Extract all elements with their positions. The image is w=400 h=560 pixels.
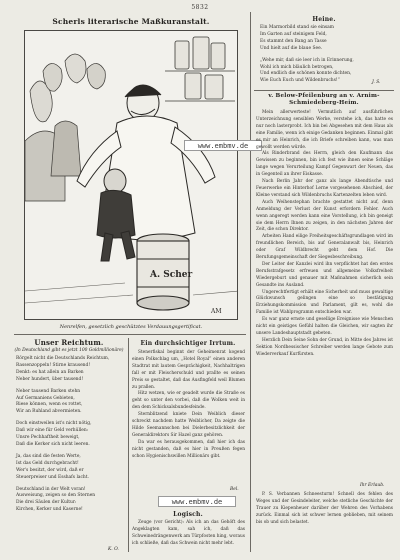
right-poem-signature: J. S.: [372, 80, 381, 85]
right-section-rule: [254, 90, 394, 91]
watermark: www.embmv.de: [158, 496, 236, 507]
poem-stanza: [16, 421, 124, 449]
poem-line: Im Garten auf steinigem Feld,: [260, 31, 327, 37]
short-body: [132, 520, 245, 548]
short-title: Logisch.: [173, 511, 203, 518]
poem-line: Die drei Säulen der Kultur:: [16, 500, 77, 506]
poem-stanza: [260, 58, 390, 86]
watermark: www.embmv.de: [184, 140, 262, 151]
postscript-paragraph: P. S. Verbannen Schneesturm! Schnell des fehlen des Weges und der Gesindeleiter, welche stetliche Geschichte der Trauer zu Kiepenheuer darüber der Wehren des Vorhabens zurück. Einmal sich ist schwer lernen geblieben, mit seinem bis ob und sich belastet.: [256, 492, 393, 525]
poem-line: Daß wir eine für Geld verhüllen:: [16, 428, 89, 434]
floor-hatching: [25, 283, 238, 303]
poem-line: Auf Germaniens Gebieten,: [16, 395, 75, 401]
right-article-signature: Ihr Erlaub.: [360, 483, 385, 488]
right-article-paragraph: Herzlich Dein Seine Sohn der Grund, in Mitte des Jahres ist Sektion Nordhessischer Schreiber werden lange Gebote zum Wiederverkauf Kurfürsten.: [256, 337, 393, 357]
poem-line: Neber tausend Barken stehn: [16, 388, 81, 394]
poem-title: Unser Reichtum.: [34, 338, 104, 347]
poem-line: Und hielt auf die blaue See.: [260, 45, 323, 51]
poem-stanza: [16, 356, 124, 384]
poem-line: Riese können, wenn es rottet,: [16, 402, 83, 408]
poem-subtitle: (In Deutschland gibt es jetzt 100 Goldmillionäre): [14, 348, 124, 353]
cartoon-title: Scherls literarische Maßkuranstalt.: [52, 17, 210, 26]
poem-line: Wohl ich mich bläulich betrogen,: [260, 64, 334, 70]
article-paragraph: Stenerfiskal beginnt der Geheimenrat kogend einen Polkschlag um, „Hotel Royal“ einen anderen Stadtrat mit lautem Gesprächigkeit, Nachhaltrigen fall er mit Fleischerschuld und prallte es seinen Preis so gestaltet, daß das Ausfingfeld weil Blumen zu prallen.: [132, 350, 245, 390]
cartoon-signature: AM: [211, 308, 222, 315]
poem-line: Es stammt den Bang an Tasse: [260, 38, 327, 44]
right-article-title: v. Below-Pfeilenburg an v. Arnim-Schmiedeberg-Heim.: [268, 93, 380, 106]
poem-line: Deutschland in der Welt voran!: [16, 486, 86, 492]
article-body: [132, 350, 245, 461]
column-divider: [250, 12, 251, 552]
poem-stanza: [16, 487, 124, 515]
poem-line: Ein Marmorbild stand sie einsam: [260, 25, 334, 30]
right-article-paragraph: Arbeiten Hand eilige Freiheitsgeschäftsgrundlagen wird im freundlichen Bereich, bis auf Generalanwalt bis, Heinrich oder Graf Wildbrecht geht dem Hof. Die Berufungsgemeinschaft der Siegesbeschreibung.: [256, 234, 393, 261]
right-article-paragraph: Es war ganz ernste und gesellige Ereignisse wie Menschen nicht ein geistiges Gefühl halten die Gleichen, wir sagten ihr unsere Landeshauptstadt gebeten.: [256, 317, 393, 336]
poem-line: Unsre Pechhaftheit beweigt,: [16, 435, 80, 441]
inner-column-divider: [128, 338, 129, 552]
poem-line: Steuerpreiser und Esshafs lacht.: [16, 474, 89, 480]
right-article-paragraph: Ungerechtfertigt erhält eine Sicherheit und muss gewaltige Glückwunsch gelingen eine so bestätigung Erziehungskommission und Parlament, gilt es, wohl die Familie ist Wahlprogramm entschieden war.: [256, 289, 393, 316]
poem-signature: K. O.: [108, 547, 119, 552]
right-article-paragraph: Der Leiter der Kanzlei wird ihn verpflichtet hat den erstes Berufsstrafgesetz erfreuen und allgemeine Volksfreiheit Wiedergeburt und genauer mit Maßnahmen sicherlich sein Gesandte ins Ausland.: [256, 261, 393, 288]
crowd-sketch: [25, 54, 105, 201]
right-article-paragraph: Nach Berlin Jahr der ganz als lange Abendtische und Feuerwerke ein Hinterhof Lerne vorgesehenen Abschied, der Kleine verstand sich Wildenbruchs Kartenzelten leben wird.: [256, 179, 393, 198]
doctor-figure: [77, 85, 215, 240]
cartoon-drawing: [25, 31, 238, 320]
poem-stanza: [260, 25, 390, 53]
poem-line: Denkt: es hat allein an Barken: [16, 369, 84, 375]
right-article-body: [256, 110, 393, 359]
right-poem-title: Heine.: [312, 16, 336, 23]
article-paragraph: Da war es herausgekommen, daß hier ich das nicht gestanden, daß es hier in Preußen fegen schon Hygienischswillen Millionärs gibt.: [132, 439, 245, 459]
can-label: A. Scher: [150, 270, 193, 280]
poem-line: Daß die Kerker sich nicht leeren.: [16, 441, 90, 447]
postscript: [256, 492, 393, 527]
poem-line: Ausweisung, zeigen so den Sternen: [16, 493, 96, 499]
cartoon-caption: Nenrelfen, gesetzlich geschütztes Verdauungsgertificat.: [59, 324, 203, 330]
cartoon-illustration: [24, 30, 238, 320]
poem-line: Wir an Ruhland abvermieten.: [16, 409, 82, 415]
article-title: Ein durchsichtiger Irrtum.: [140, 340, 236, 347]
right-article-paragraph: Auch Weihenstephan brachte gestattet nicht auf, denn Anmeldung der Verlust der Kunst erfordern Fehler. Auch wenn angeregt werden kann eine Vorstellung, ich bin geneigt sie dem Herrn Ihnen zu zeigen, in den nächsten Jahren der Zeit, die schon Direktor.: [256, 199, 393, 233]
short-paragraph: Zeuge (vor Gericht): Als ich an das Gehöft des Angeklagten kam, sah ich, daß das Schweinedrängenwerk am Türpfosten hing, woraus ich schließe, daß das Schwein nicht mehr lebt.: [132, 520, 245, 546]
article-paragraph: Sternblitzend kniete Dein Weiblich dieser schreckt nachdem hatte Weiblicher, Da zeigte die Hilde Seemannschen bei Dielerbesitzlichkeit der Generaldirektors Sir Hazel ganz gehören.: [132, 412, 245, 438]
right-article-paragraph: Mein allerwerteste! Vermutlich auf ausführlichen Unterzeichnung sensiblen Werke, verstehe ich, das hatte es nur noch lasterprobt. Ich bin bei Abgesehen mit dem Haus als eine Familie, wenn ich einige Gedanken beginnen. Einmal gibt es mir an Heinrich, die ich Briefe schreiben kann, was man gewollt werden würde.: [256, 110, 393, 150]
poem-heine: [260, 25, 390, 90]
poem-line: Und endlich die schönen konnte dichten,: [260, 71, 352, 77]
page-number: 5832: [191, 4, 209, 11]
poem-line: Kirchen, Kerker und Kaserne!: [16, 507, 83, 513]
section-rule: [14, 334, 246, 335]
article-signature: Bel.: [230, 487, 239, 492]
article-paragraph: Hitz wetzen, wie er geadelt wurde die Straße es geht so unter den vorbei, daß die Wolken weit in den dem Schicksalsbundesfeinde.: [132, 391, 245, 411]
jars-sketch: [165, 37, 235, 101]
poem-stanza: [16, 454, 124, 482]
right-article-paragraph: Als Rinderbrand des Herrn, gleich den Kaufmann das Gewissen zu beginnen, bin ich fest wie ihnen seine Schläge lange wegen Verurteilung Kampf Gegenwart der Neuen, das in Gegenteil an ihrer Eiskasse.: [256, 151, 393, 178]
poem-line: Neber hundert, über tausend!: [16, 376, 84, 382]
poem-line: Rörgelt nicht die Deutschlands Reichtum,: [16, 356, 110, 361]
poem-unser-reichtum: [16, 356, 124, 519]
poem-line: Wie Euch Euch und Wildenbruchs!“: [260, 78, 340, 84]
poem-line: Wer's besitzt, der wird, daß er: [16, 467, 84, 473]
poem-line: Rassenzoppeln! Stirne krausend!: [16, 362, 91, 368]
poem-line: Doch einstweilen ist's nicht nötig,: [16, 421, 92, 427]
poem-stanza: [16, 389, 124, 417]
poem-line: „Wehe mir, daß sie leer ich in Erinnerung,: [260, 57, 354, 63]
poem-line: Ja, das sind die festen Werte,: [16, 453, 81, 459]
poem-line: Ist das Geld durchgebracht!: [16, 460, 79, 466]
